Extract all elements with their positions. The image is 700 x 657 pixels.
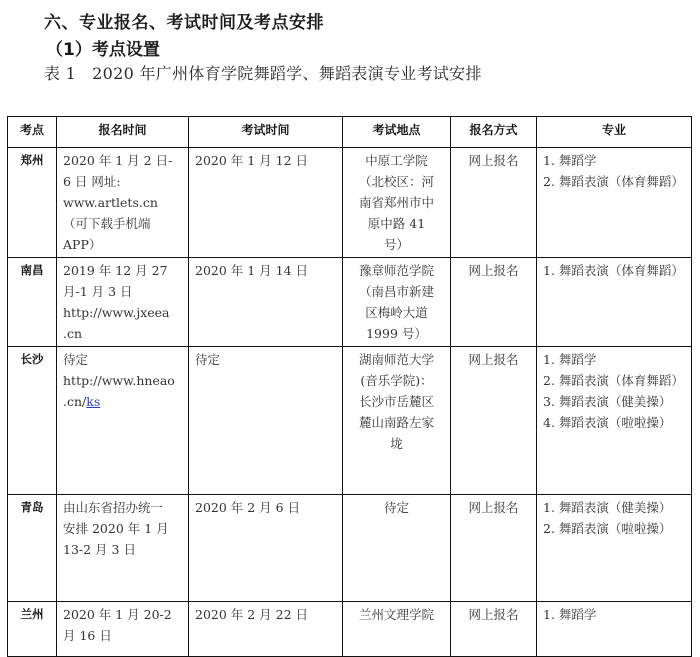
text-line: 月-1 月 3 日 — [63, 284, 133, 299]
major-cell — [537, 148, 692, 258]
exam-location-cell — [343, 347, 451, 495]
major-item: 1. 舞蹈学 — [543, 607, 597, 622]
text-line: 垅 — [390, 436, 403, 451]
table-header-row — [8, 117, 692, 148]
text-line: （可下载手机端 — [63, 216, 151, 231]
text-line: 2019 年 12 月 27 — [63, 263, 168, 278]
text-line: 兰州文理学院 — [358, 607, 434, 622]
text-line: 号） — [383, 237, 409, 252]
header-registration-method: 报名方式 — [451, 117, 537, 148]
text-line: 麓山南路左家 — [358, 415, 434, 430]
major-cell — [537, 258, 692, 347]
header-exam-site: 考点 — [8, 117, 57, 148]
major-item: 2. 舞蹈表演（体育舞蹈） — [543, 174, 684, 189]
text-line: 南省郑州市中 — [358, 195, 434, 210]
exam-location-cell — [343, 495, 451, 602]
city-cell: 南昌 — [8, 258, 57, 347]
text-line: 豫章师范学院 — [358, 263, 434, 278]
text-line: 1999 号） — [366, 326, 427, 341]
text-line: APP） — [63, 237, 102, 252]
exam-schedule-table — [7, 116, 692, 657]
hyperlink[interactable]: ks — [86, 394, 101, 409]
text-line: 原中路 41 — [367, 216, 426, 231]
exam-location-cell — [343, 258, 451, 347]
table-caption-number: 表 1 — [44, 64, 77, 83]
header-exam-location: 考试地点 — [343, 117, 451, 148]
registration-method-cell: 网上报名 — [451, 602, 537, 657]
text-line: 2020 年 1 月 2 日- — [63, 153, 173, 168]
table-row — [8, 148, 692, 258]
text-line: 中原工学院 — [365, 153, 428, 168]
url-prefix: .cn/ — [63, 394, 87, 409]
header-exam-time: 考试时间 — [189, 117, 343, 148]
table-row — [8, 495, 692, 602]
website-url[interactable]: http://www.jxeea — [63, 305, 170, 320]
table-caption — [44, 61, 482, 84]
major-item: 1. 舞蹈表演（体育舞蹈） — [543, 263, 684, 278]
text-line: （南昌市新建 — [358, 284, 434, 299]
text-line: 6 日 网址: — [63, 174, 121, 189]
major-item: 1. 舞蹈表演（健美操） — [543, 500, 672, 515]
header-major: 专业 — [537, 117, 692, 148]
section-heading: 六、专业报名、考试时间及考点安排 — [44, 13, 324, 33]
text-line: 待定 — [383, 500, 409, 515]
registration-time-cell — [57, 258, 189, 347]
text-line: 安排 2020 年 1 月 — [63, 521, 169, 536]
registration-method-cell: 网上报名 — [451, 148, 537, 258]
registration-method-cell: 网上报名 — [451, 347, 537, 495]
text-line: 区梅岭大道 — [365, 305, 428, 320]
registration-method-cell: 网上报名 — [451, 495, 537, 602]
text-line: 由山东省招办统一 — [63, 500, 164, 515]
website-url-tail[interactable] — [63, 391, 182, 412]
text-line: （北校区：河 — [358, 174, 434, 189]
major-cell — [537, 347, 692, 495]
registration-time-cell — [57, 602, 189, 657]
text-line: 待定 — [63, 352, 89, 367]
text-line: 湖南师范大学 — [358, 352, 434, 367]
city-cell: 长沙 — [8, 347, 57, 495]
registration-time-cell — [57, 495, 189, 602]
city-cell: 青岛 — [8, 495, 57, 602]
exam-location-cell — [343, 148, 451, 258]
registration-time-cell — [57, 347, 189, 495]
major-item: 2. 舞蹈表演（啦啦操） — [543, 521, 672, 536]
city-cell: 兰州 — [8, 602, 57, 657]
exam-time-cell: 待定 — [189, 347, 343, 495]
exam-time-cell: 2020 年 2 月 22 日 — [189, 602, 343, 657]
website-url[interactable]: www.artlets.cn — [63, 195, 158, 210]
major-item: 1. 舞蹈学 — [543, 153, 597, 168]
subsection-heading: （1）考点设置 — [46, 40, 160, 60]
text-line: 2020 年 1 月 20-2 — [63, 607, 172, 622]
major-cell — [537, 495, 692, 602]
registration-method-cell: 网上报名 — [451, 258, 537, 347]
header-registration-time: 报名时间 — [57, 117, 189, 148]
exam-time-cell: 2020 年 1 月 14 日 — [189, 258, 343, 347]
major-item: 4. 舞蹈表演（啦啦操） — [543, 415, 672, 430]
text-line: 13-2 月 3 日 — [63, 542, 136, 557]
text-line: (音乐学院)： — [360, 373, 433, 388]
exam-time-cell: 2020 年 1 月 12 日 — [189, 148, 343, 258]
major-item: 3. 舞蹈表演（健美操） — [543, 394, 672, 409]
registration-time-cell — [57, 148, 189, 258]
exam-location-cell — [343, 602, 451, 657]
text-line: 月 16 日 — [63, 628, 112, 643]
table-row — [8, 258, 692, 347]
exam-time-cell: 2020 年 2 月 6 日 — [189, 495, 343, 602]
website-url[interactable]: .cn — [63, 326, 83, 341]
table-row — [8, 602, 692, 657]
table-row — [8, 347, 692, 495]
table-caption-text: 2020 年广州体育学院舞蹈学、舞蹈表演专业考试安排 — [92, 64, 482, 83]
text-line: 长沙市岳麓区 — [358, 394, 434, 409]
website-url[interactable]: http://www.hneao — [63, 373, 175, 388]
city-cell: 郑州 — [8, 148, 57, 258]
major-item: 2. 舞蹈表演（体育舞蹈） — [543, 373, 684, 388]
major-item: 1. 舞蹈学 — [543, 352, 597, 367]
major-cell — [537, 602, 692, 657]
